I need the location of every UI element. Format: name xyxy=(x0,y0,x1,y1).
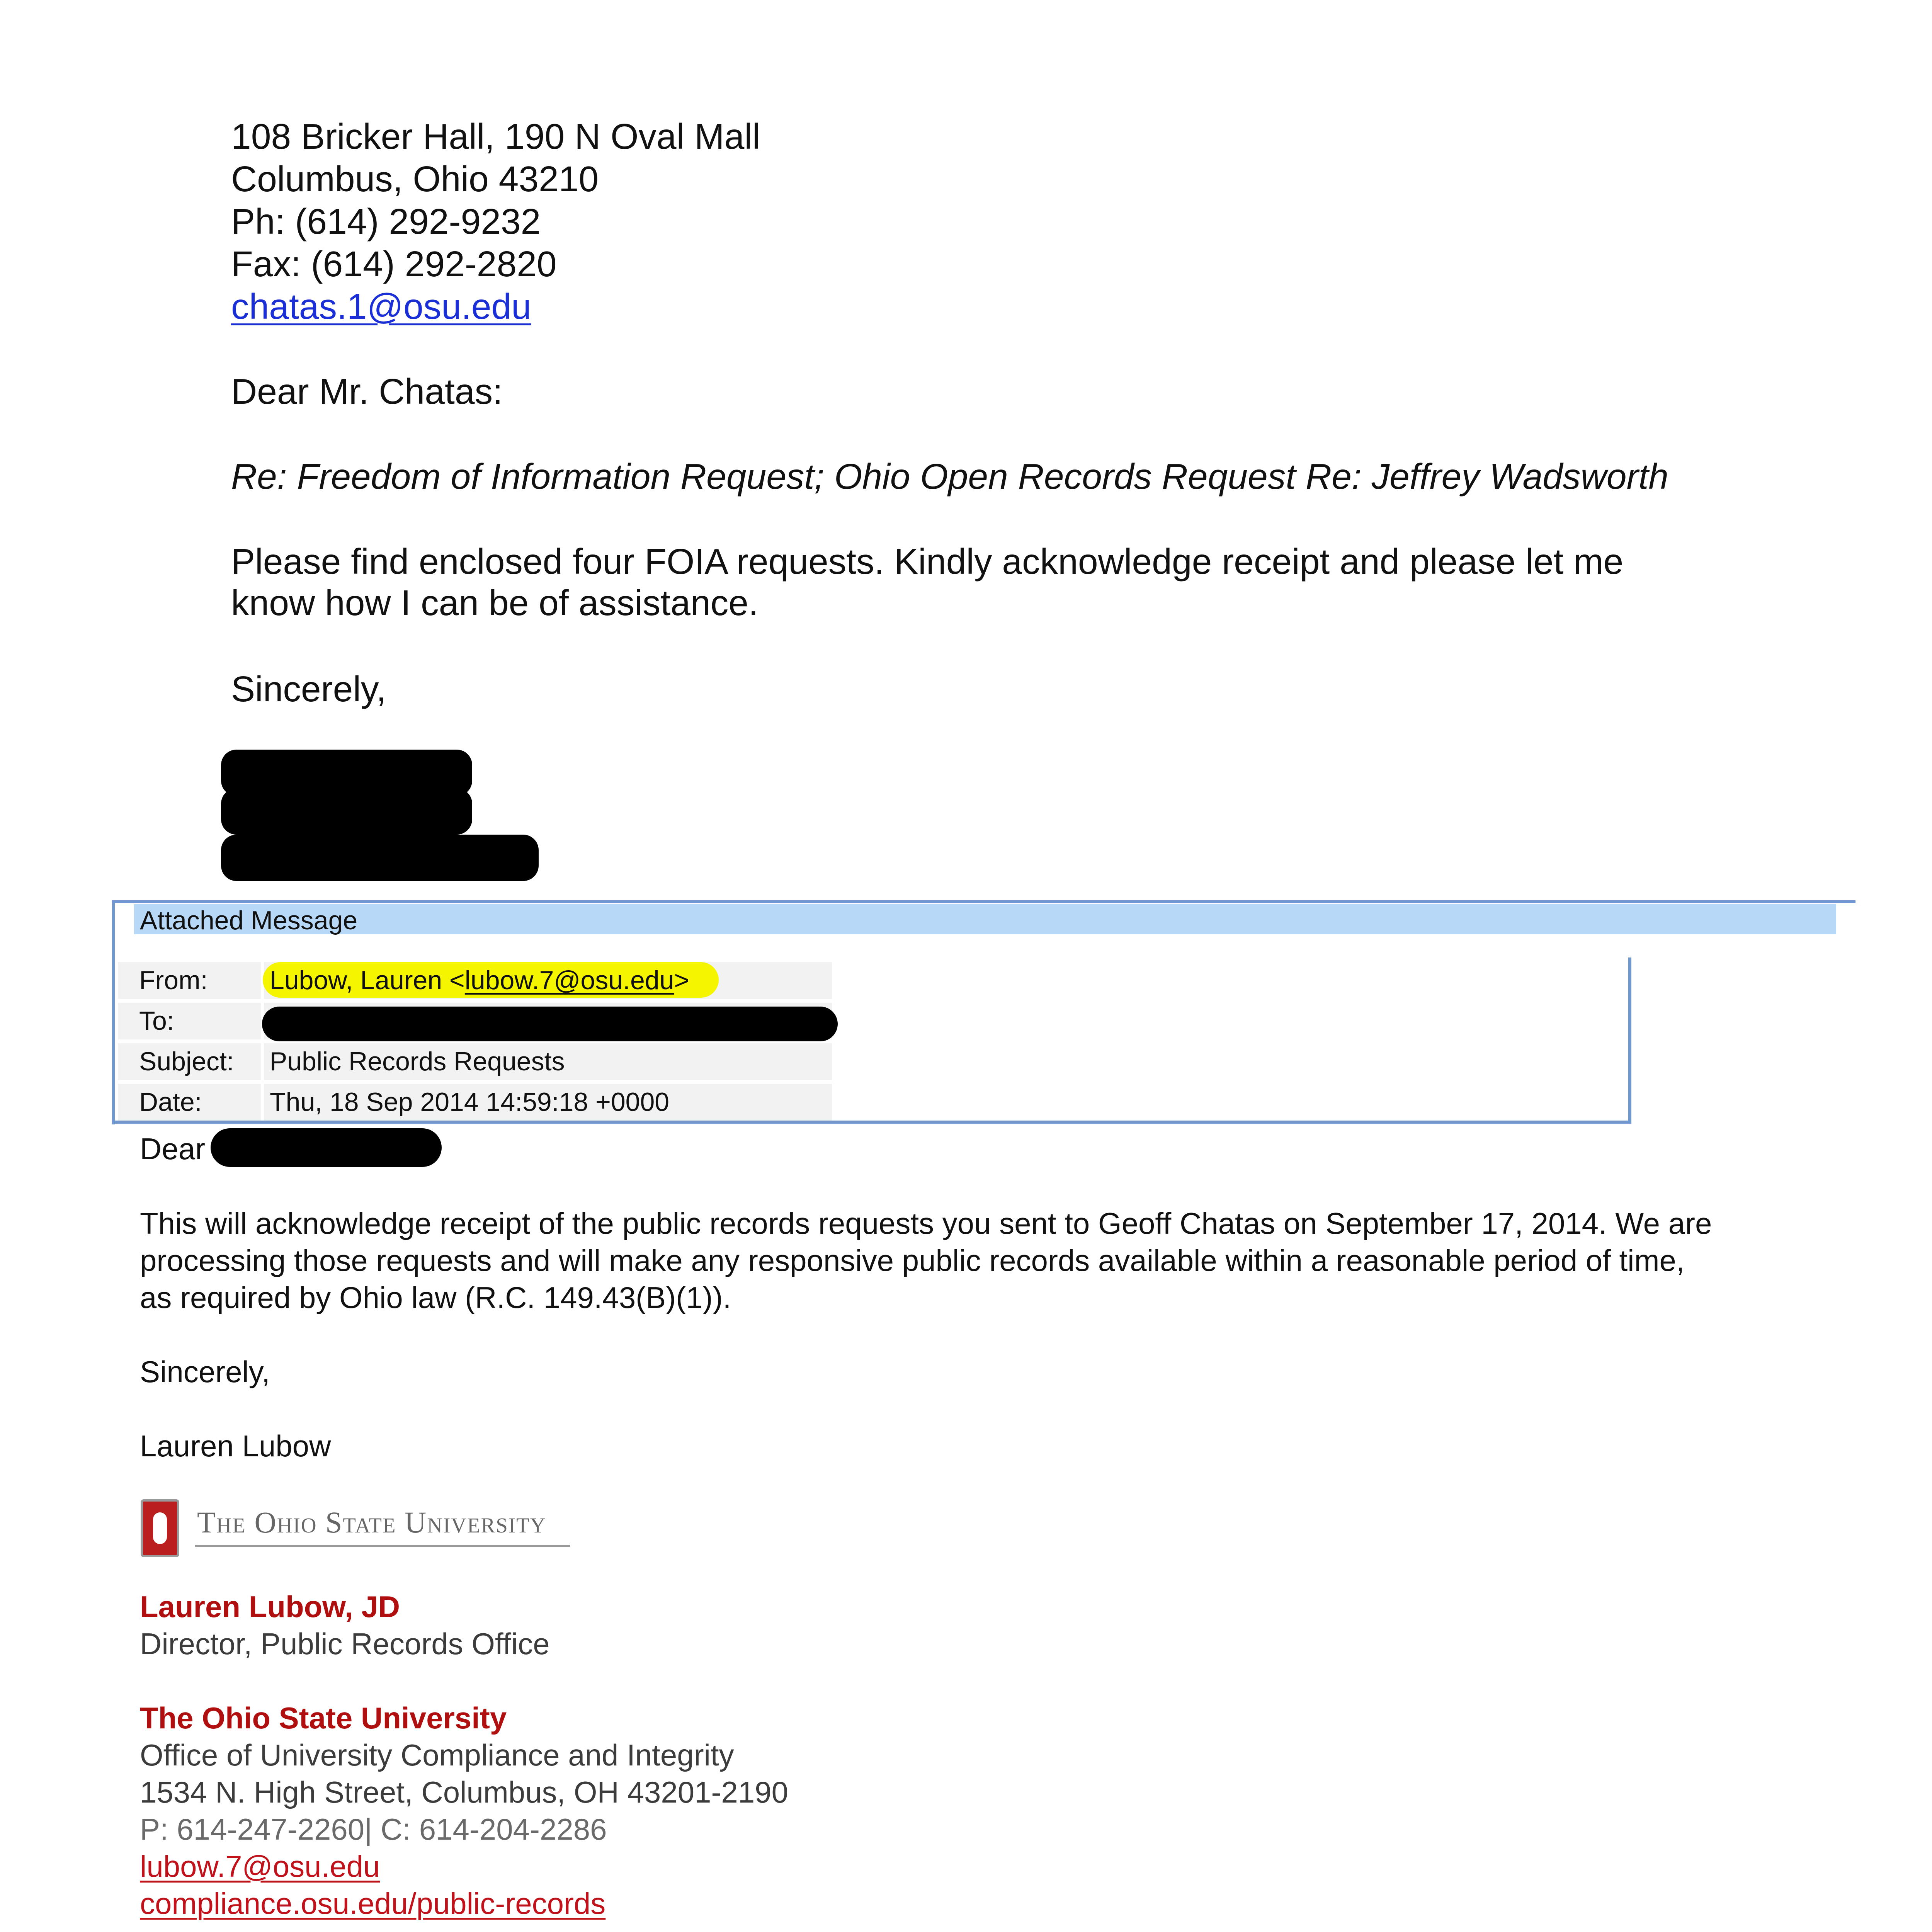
address-line-1: 108 Bricker Hall, 190 N Oval Mall xyxy=(231,116,760,156)
from-label: From: xyxy=(139,966,208,995)
letter-closing: Sincerely, xyxy=(231,669,386,709)
attached-message-top-rule xyxy=(1631,900,1855,903)
attached-message-right-rule xyxy=(1628,957,1631,1124)
redacted-signature-line-3 xyxy=(221,835,539,881)
date-label: Date: xyxy=(139,1087,202,1117)
date-value: Thu, 18 Sep 2014 14:59:18 +0000 xyxy=(270,1087,670,1117)
signature-office: Office of University Compliance and Integrity xyxy=(140,1738,734,1772)
attached-message-header-bar xyxy=(134,904,1836,934)
from-close: > xyxy=(674,966,690,995)
signature-website-link[interactable]: compliance.osu.edu/public-records xyxy=(140,1886,606,1920)
osu-wordmark: The Ohio State University xyxy=(197,1505,546,1539)
from-email-link[interactable]: lubow.7@osu.edu xyxy=(464,966,674,995)
reply-body-line-2: processing those requests and will make any responsive public records available within a reasonable period of time, xyxy=(140,1243,1685,1277)
signature-address: 1534 N. High Street, Columbus, OH 43201-2190 xyxy=(140,1775,788,1809)
letter-salutation: Dear Mr. Chatas: xyxy=(231,371,503,412)
reply-salutation: Dear xyxy=(140,1132,206,1166)
reply-body-line-1: This will acknowledge receipt of the public records requests you sent to Geoff Chatas on September 17, 2014. We are xyxy=(140,1206,1712,1240)
osu-wordmark-rule xyxy=(195,1545,570,1547)
recipient-email-link[interactable]: chatas.1@osu.edu xyxy=(231,286,531,327)
reply-signer: Lauren Lubow xyxy=(140,1429,331,1463)
subject-value: Public Records Requests xyxy=(270,1047,565,1076)
letter-subject-line: Re: Freedom of Information Request; Ohio Open Records Request Re: Jeffrey Wadsworth xyxy=(231,456,1668,497)
signature-name: Lauren Lubow, JD xyxy=(140,1590,400,1624)
reply-body-line-3: as required by Ohio law (R.C. 149.43(B)(1)). xyxy=(140,1281,731,1315)
from-name: Lubow, Lauren < xyxy=(270,966,465,995)
redacted-to-value xyxy=(262,1007,838,1041)
letter-body-line-2: know how I can be of assistance. xyxy=(231,583,759,623)
reply-closing: Sincerely, xyxy=(140,1355,270,1389)
from-value xyxy=(270,962,689,999)
to-label: To: xyxy=(139,1006,174,1036)
signature-email-link[interactable]: lubow.7@osu.edu xyxy=(140,1849,380,1883)
fax-line: Fax: (614) 292-2820 xyxy=(231,244,557,284)
signature-title: Director, Public Records Office xyxy=(140,1627,550,1661)
attached-message-bottom-rule xyxy=(112,1121,1631,1124)
block-o-logo-icon xyxy=(141,1499,179,1557)
phone-line: Ph: (614) 292-9232 xyxy=(231,201,541,242)
letter-body-line-1: Please find enclosed four FOIA requests. Kindly acknowledge receipt and please let me xyxy=(231,541,1624,582)
redacted-signature-line-2 xyxy=(221,788,472,835)
attached-message-header-label: Attached Message xyxy=(140,906,358,935)
address-line-2: Columbus, Ohio 43210 xyxy=(231,159,599,199)
signature-org: The Ohio State University xyxy=(140,1701,507,1735)
subject-label: Subject: xyxy=(139,1047,234,1076)
signature-phones: P: 614-247-2260| C: 614-204-2286 xyxy=(140,1812,607,1846)
redacted-recipient-name xyxy=(211,1128,442,1167)
